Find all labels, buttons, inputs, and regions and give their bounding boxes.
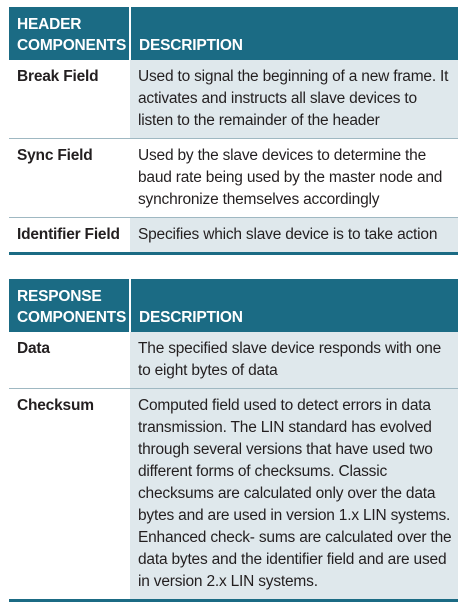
table-bottom-rule xyxy=(9,252,458,255)
response-table xyxy=(9,279,458,599)
component-description: The specified slave device responds with one to eight bytes of data xyxy=(130,332,458,389)
header-table xyxy=(9,7,458,252)
component-description: Used to signal the beginning of a new frame. It activates and instructs all slave devices to listen to the remainder of the header xyxy=(130,60,458,139)
response-col1-line1: RESPONSE xyxy=(17,288,102,305)
component-name: Break Field xyxy=(9,60,130,139)
table-row-sync-field xyxy=(9,139,458,218)
component-description: Used by the slave devices to determine the baud rate being used by the master node and synchronize themselves accordingly xyxy=(130,139,458,218)
table-row-data xyxy=(9,332,458,389)
component-name: Checksum xyxy=(9,389,130,600)
response-description-column-header: DESCRIPTION xyxy=(130,279,458,332)
response-components-table xyxy=(9,279,458,602)
table-row-break-field xyxy=(9,60,458,139)
component-name: Sync Field xyxy=(9,139,130,218)
header-col1-line1: HEADER xyxy=(17,16,82,33)
component-description: Computed field used to detect errors in data transmission. The LIN standard has evolved through several versions that have used two different forms of checksums. Classic checksums are calculated only over the data bytes and are used in version 1.x LIN systems. Enhanced check- sums are calculated over the data bytes and the identifier field and are used in version 2.x LIN systems. xyxy=(130,389,458,600)
component-name: Identifier Field xyxy=(9,218,130,253)
response-components-column-header xyxy=(9,279,130,332)
header-components-column-header xyxy=(9,7,130,60)
table-row-identifier-field xyxy=(9,218,458,253)
component-description: Specifies which slave device is to take action xyxy=(130,218,458,253)
response-col1-line2: COMPONENTS xyxy=(17,309,127,326)
header-table-head-row xyxy=(9,7,458,60)
header-components-table xyxy=(9,7,458,255)
table-row-checksum xyxy=(9,389,458,600)
response-table-head-row xyxy=(9,279,458,332)
header-col1-line2: COMPONENTS xyxy=(17,37,127,54)
component-name: Data xyxy=(9,332,130,389)
header-description-column-header: DESCRIPTION xyxy=(130,7,458,60)
